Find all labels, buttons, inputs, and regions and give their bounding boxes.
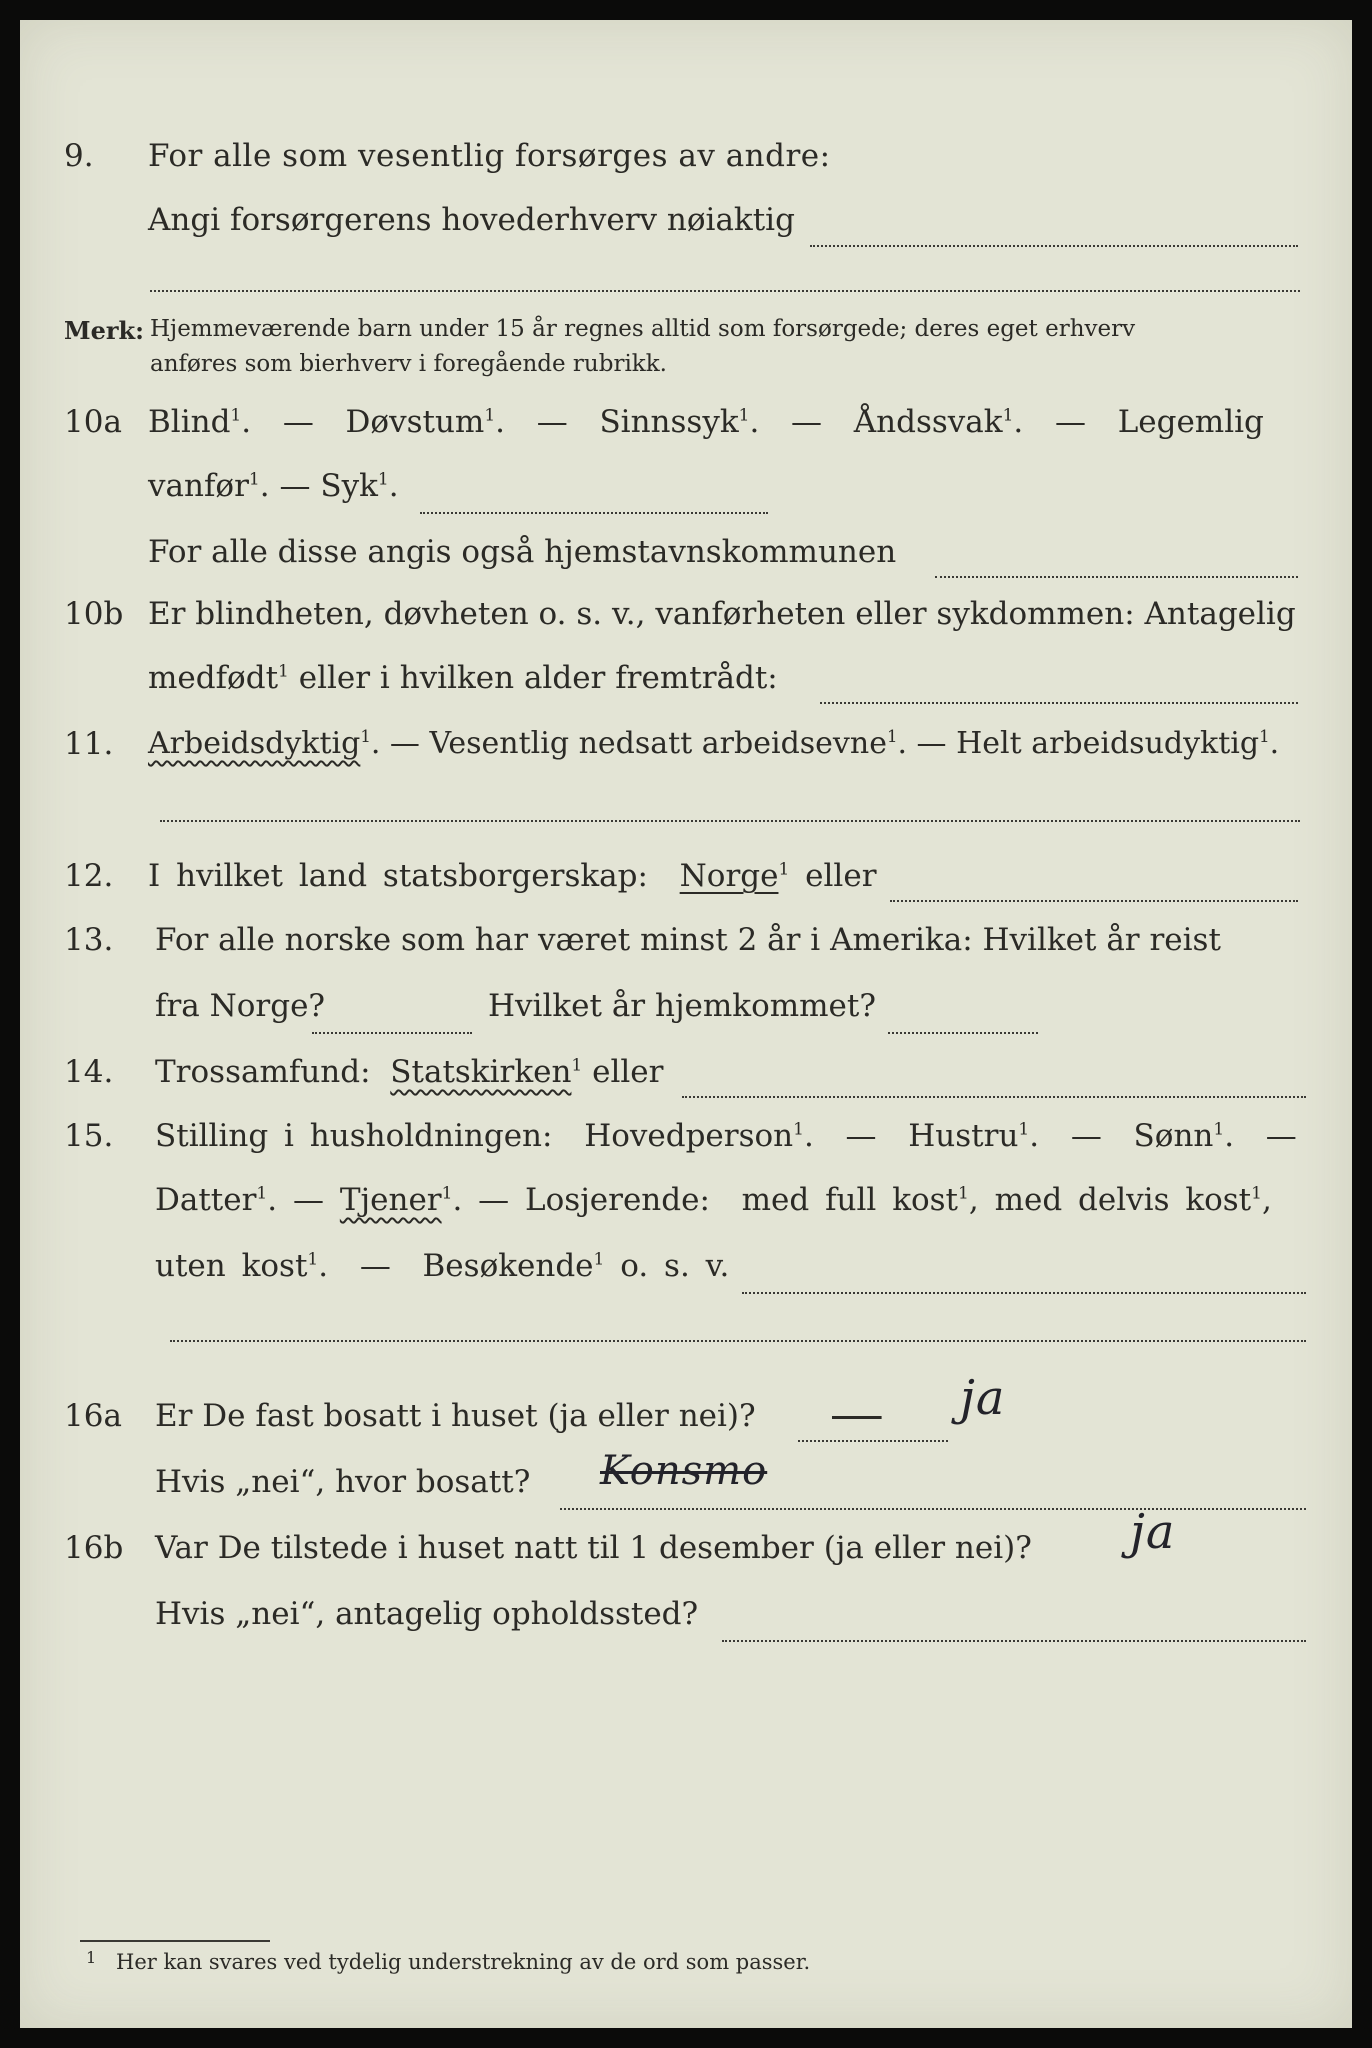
option-uten-kost: uten kost — [155, 1248, 308, 1284]
handwritten-answer: ja — [1130, 1504, 1176, 1560]
question-number: 14. — [64, 1054, 114, 1090]
option-udyktig: Helt arbeidsudyktig — [956, 726, 1260, 761]
question-text: Hvis „nei“, antagelig opholdssted? — [155, 1596, 699, 1632]
question-number: 12. — [64, 858, 114, 894]
question-number: 15. — [64, 1118, 114, 1154]
option-statskirken-selected: Statskirken — [390, 1054, 572, 1090]
option-andssvak: Åndssvak — [853, 404, 1003, 440]
question-text: Hvis „nei“, hvor bosatt? — [155, 1464, 531, 1500]
option-nedsatt: Vesentlig nedsatt arbeidsevne — [429, 726, 887, 761]
option-full-kost: med full kost — [741, 1182, 959, 1218]
answer-line — [682, 1096, 1306, 1098]
option-blind: Blind — [148, 404, 231, 440]
option-syk: Syk — [320, 468, 378, 504]
option-vanfor: vanfør — [148, 468, 249, 504]
answer-line — [150, 290, 1300, 292]
option-hovedperson: Hovedperson — [584, 1118, 794, 1154]
question-text: I hvilket land statsborgerskap: — [148, 858, 648, 894]
option-legemlig: Legemlig — [1117, 404, 1264, 440]
question-number: 11. — [64, 726, 114, 762]
question-text: For alle norske som har været minst 2 år i Amerika: Hvilket år reist — [155, 922, 1221, 958]
answer-line — [810, 245, 1298, 247]
question-text: fra Norge? — [155, 988, 326, 1024]
option-dovstum: Døvstum — [345, 404, 485, 440]
question-number: 10b — [64, 596, 124, 632]
answer-line — [312, 1032, 472, 1034]
answer-line — [742, 1292, 1306, 1294]
option-sonn: Sønn — [1133, 1118, 1214, 1154]
question-number: 9. — [64, 138, 94, 174]
answer-line — [935, 576, 1298, 578]
answer-line — [160, 820, 1300, 822]
answer-line — [420, 512, 768, 514]
option-losjerende: Losjerende: — [525, 1182, 710, 1218]
option-medfodt: medfødt — [148, 660, 279, 696]
answer-line — [890, 900, 1298, 902]
question-number: 10a — [64, 404, 122, 440]
option-sinnssyk: Sinnssyk — [599, 404, 739, 440]
question-text: Stilling i husholdningen: — [155, 1118, 553, 1154]
question-text: Trossamfund: — [155, 1054, 371, 1090]
answer-line — [170, 1340, 1306, 1342]
answer-line — [722, 1640, 1306, 1642]
note-text: anføres som bierhverv i foregående rubrikk. — [150, 351, 667, 377]
answer-line — [798, 1440, 948, 1442]
option-norge-selected: Norge — [679, 858, 779, 894]
question-text: Angi forsørgerens hovederhverv nøiaktig — [148, 202, 795, 238]
footnote-text: Her kan svares ved tydelig understrekning av de ord som passer. — [116, 1950, 811, 1974]
footnote-mark: 1 — [86, 1948, 97, 1967]
handwritten-answer-struck: Konsmo — [600, 1448, 768, 1494]
question-text: For alle disse angis også hjemstavnskommunen — [148, 534, 897, 570]
option-besokende: Besøkende — [422, 1248, 594, 1284]
answer-line — [560, 1508, 1306, 1510]
answer-line — [820, 702, 1298, 704]
footnote-rule — [80, 1940, 270, 1942]
question-number: 13. — [64, 922, 114, 958]
question-number: 16a — [64, 1398, 122, 1434]
handwritten-answer: ja — [960, 1370, 1006, 1426]
option-hustru: Hustru — [908, 1118, 1019, 1154]
option-tjener-selected: Tjener — [339, 1182, 442, 1218]
question-text: Er blindheten, døvheten o. s. v., vanførheten eller sykdommen: Antagelig — [148, 596, 1296, 632]
struck-out-answer — [832, 1402, 882, 1432]
option-delvis-kost: med delvis kost — [994, 1182, 1252, 1218]
question-text: Hvilket år hjemkommet? — [488, 988, 876, 1024]
note-text: Hjemmeværende barn under 15 år regnes alltid som forsørgede; deres eget erhverv — [150, 316, 1136, 342]
note-label: Merk: — [64, 316, 144, 345]
option-datter: Datter — [155, 1182, 257, 1218]
option-arbeidsdyktig-selected: Arbeidsdyktig — [148, 726, 361, 761]
question-text: Var De tilstede i huset natt til 1 desember (ja eller nei)? — [155, 1530, 1032, 1566]
answer-line — [888, 1032, 1038, 1034]
question-text: For alle som vesentlig forsørges av andre: — [148, 138, 831, 174]
question-text: Er De fast bosatt i huset (ja eller nei)? — [155, 1398, 756, 1434]
census-form-page: 9. For alle som vesentlig forsørges av andre: Angi forsørgerens hovederhverv nøiaktig Merk: Hjemmeværende barn under 15 år regnes alltid som forsørgede; deres eget erhverv anføres som bierhverv i foregående rubrikk. 10a Blind$^1$. — Døvstum$^1$. — Sinnssyk$^1$. — Åndssvak$^1$. — Legemlig vanfør$^1$. — Syk$^1$. For alle disse angis også hjemstavnskommunen 10b Er blindheten, døvheten o. s. v., vanførheten eller sykdommen: Antagelig medfødt$^1$ eller i hvilken alder fremtrådt: 11. Arbeidsdyktig$^1$. — Vesentlig nedsatt arbeidsevne$^1$. — Helt arbeidsudyktig$^1$. 12. I hvilket land statsborgerskap: Norge$^1$ eller 13. For alle norske som har været minst 2 år i Amerika: Hvilket år reist fra Norge? Hvilket år hjemkommet? 14. Trossamfund: Statskirken$^1$ eller 15. Stilling i husholdningen: Hovedperson$^1$. — Hustru$^1$. — Sønn$^1$. — Datter$^1$. — Tjener$^1$. — Losjerende: med full kost$^1$, med delvis kost$^1$, uten kost$^1$. — Besøkende$^1$ o. s. v. 16a Er De fast bosatt i huset (ja eller nei)? ja Hvis „nei“, hvor bosatt? Konsmo 16b Var De tilstede i huset natt til 1 desember (ja eller nei)? ja Hvis „nei“, antagelig opholdssted? 1 Her kan svares ved tydelig understrekning av de ord som passer. — [20, 20, 1352, 2028]
question-number: 16b — [64, 1530, 124, 1566]
footnote — [86, 1948, 811, 1974]
